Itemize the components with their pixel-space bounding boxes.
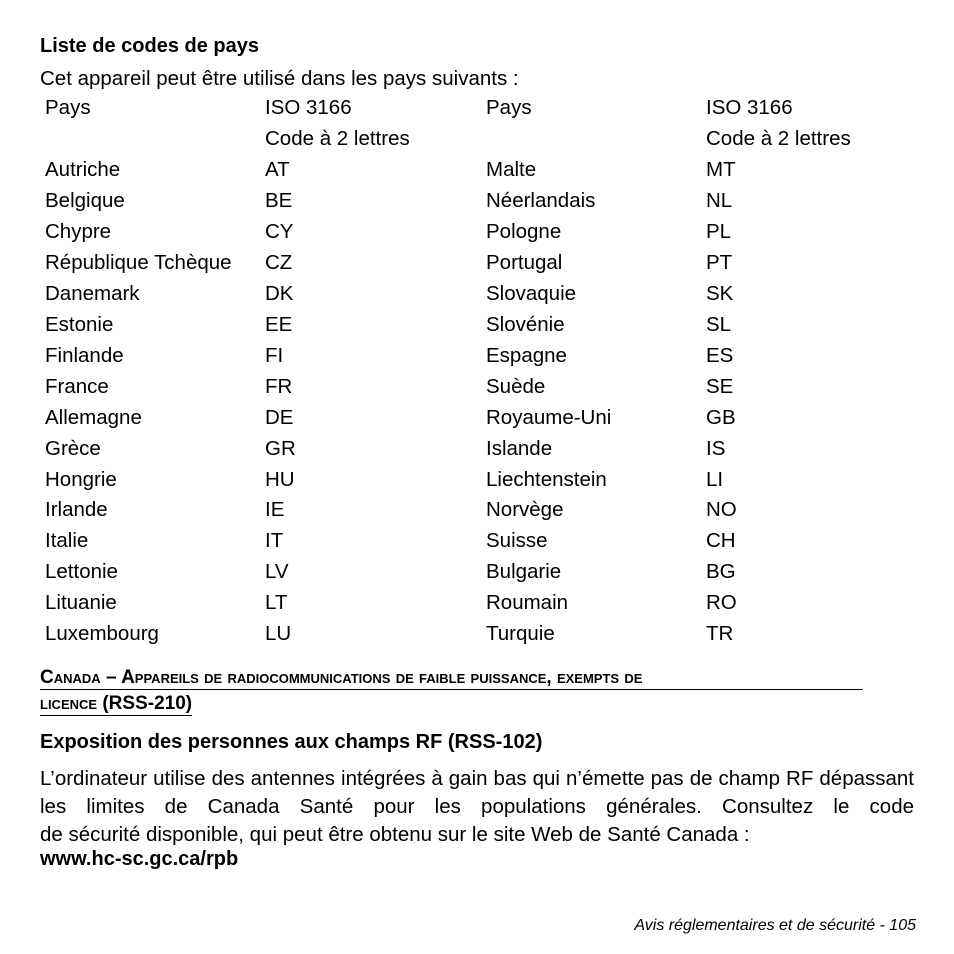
- country-code: MT: [706, 158, 736, 181]
- country-name: Belgique: [45, 189, 125, 212]
- country-code: HU: [265, 468, 295, 491]
- country-code: BG: [706, 560, 736, 583]
- canada-heading-line1: Canada – Appareils de radiocommunications de faible puissance, exempts de: [40, 664, 863, 690]
- page-footer: Avis réglementaires et de sécurité - 105: [634, 917, 916, 934]
- country-code: LV: [265, 560, 289, 583]
- paragraph-last: de sécurité disponible, qui peut être obtenu sur le site Web de Santé Canada :: [40, 823, 750, 846]
- country-name: Néerlandais: [486, 189, 596, 212]
- country-name: Danemark: [45, 282, 140, 305]
- country-name: Lettonie: [45, 560, 118, 583]
- header-iso-right: ISO 3166: [706, 96, 793, 119]
- intro-text: Cet appareil peut être utilisé dans les pays suivants :: [40, 67, 519, 90]
- country-name: Allemagne: [45, 406, 142, 429]
- canada-heading-code: (RSS-210): [102, 693, 193, 714]
- canada-heading-line2: [40, 690, 192, 716]
- section-heading: Liste de codes de pays: [40, 35, 259, 57]
- country-name: Slovénie: [486, 313, 565, 336]
- country-code: LT: [265, 591, 288, 614]
- header-country-right: Pays: [486, 96, 532, 119]
- country-code: GB: [706, 406, 736, 429]
- country-code: NL: [706, 189, 733, 212]
- country-name: Malte: [486, 158, 537, 181]
- country-code: BE: [265, 189, 293, 212]
- country-name: Royaume-Uni: [486, 406, 612, 429]
- country-name: Liechtenstein: [486, 468, 607, 491]
- country-code: CH: [706, 529, 736, 552]
- country-name: Bulgarie: [486, 560, 562, 583]
- header-iso-sub-right: Code à 2 lettres: [706, 127, 851, 150]
- country-name: Finlande: [45, 344, 124, 367]
- country-name: Italie: [45, 529, 89, 552]
- country-name: Espagne: [486, 344, 567, 367]
- exposure-paragraph: [40, 765, 914, 849]
- header-iso-left: ISO 3166: [265, 96, 352, 119]
- country-code: PL: [706, 220, 732, 243]
- country-code: FI: [265, 344, 284, 367]
- country-name: Hongrie: [45, 468, 117, 491]
- country-name: Grèce: [45, 437, 101, 460]
- country-name: Irlande: [45, 498, 108, 521]
- country-code: NO: [706, 498, 737, 521]
- country-code: IS: [706, 437, 726, 460]
- country-code: PT: [706, 251, 733, 274]
- health-canada-link[interactable]: www.hc-sc.gc.ca/rpb: [40, 848, 239, 870]
- country-code: TR: [706, 622, 734, 645]
- country-code: GR: [265, 437, 296, 460]
- country-code: CY: [265, 220, 294, 243]
- country-code: FR: [265, 375, 293, 398]
- header-iso-sub-left: Code à 2 lettres: [265, 127, 410, 150]
- country-name: Suisse: [486, 529, 548, 552]
- country-name: Slovaquie: [486, 282, 577, 305]
- country-name: Turquie: [486, 622, 555, 645]
- country-name: Roumain: [486, 591, 569, 614]
- country-code: AT: [265, 158, 290, 181]
- country-code: RO: [706, 591, 737, 614]
- country-name: République Tchèque: [45, 251, 232, 274]
- country-code: CZ: [265, 251, 293, 274]
- header-country-left: Pays: [45, 96, 91, 119]
- canada-heading-word: licence: [40, 693, 98, 714]
- paragraph-main: L’ordinateur utilise des antennes intégrées à gain bas qui n’émette pas de champ RF dépassant les limites de Canada Santé pour les populations générales. Consultez le code: [40, 767, 914, 818]
- country-name: Chypre: [45, 220, 112, 243]
- country-name: Autriche: [45, 158, 121, 181]
- country-code: SK: [706, 282, 734, 305]
- exposure-heading: Exposition des personnes aux champs RF (RSS-102): [40, 731, 543, 753]
- country-code: DK: [265, 282, 294, 305]
- country-code: LU: [265, 622, 292, 645]
- canada-heading: [40, 664, 863, 717]
- country-code: DE: [265, 406, 294, 429]
- country-name: Norvège: [486, 498, 564, 521]
- country-name: Luxembourg: [45, 622, 159, 645]
- country-name: Suède: [486, 375, 546, 398]
- country-name: Lituanie: [45, 591, 117, 614]
- country-code: IT: [265, 529, 284, 552]
- country-name: Islande: [486, 437, 553, 460]
- country-code: SE: [706, 375, 734, 398]
- country-code: LI: [706, 468, 724, 491]
- country-code: ES: [706, 344, 734, 367]
- country-code: SL: [706, 313, 732, 336]
- country-name: Portugal: [486, 251, 563, 274]
- country-code: IE: [265, 498, 285, 521]
- country-code: EE: [265, 313, 293, 336]
- country-name: France: [45, 375, 109, 398]
- country-name: Estonie: [45, 313, 114, 336]
- country-name: Pologne: [486, 220, 562, 243]
